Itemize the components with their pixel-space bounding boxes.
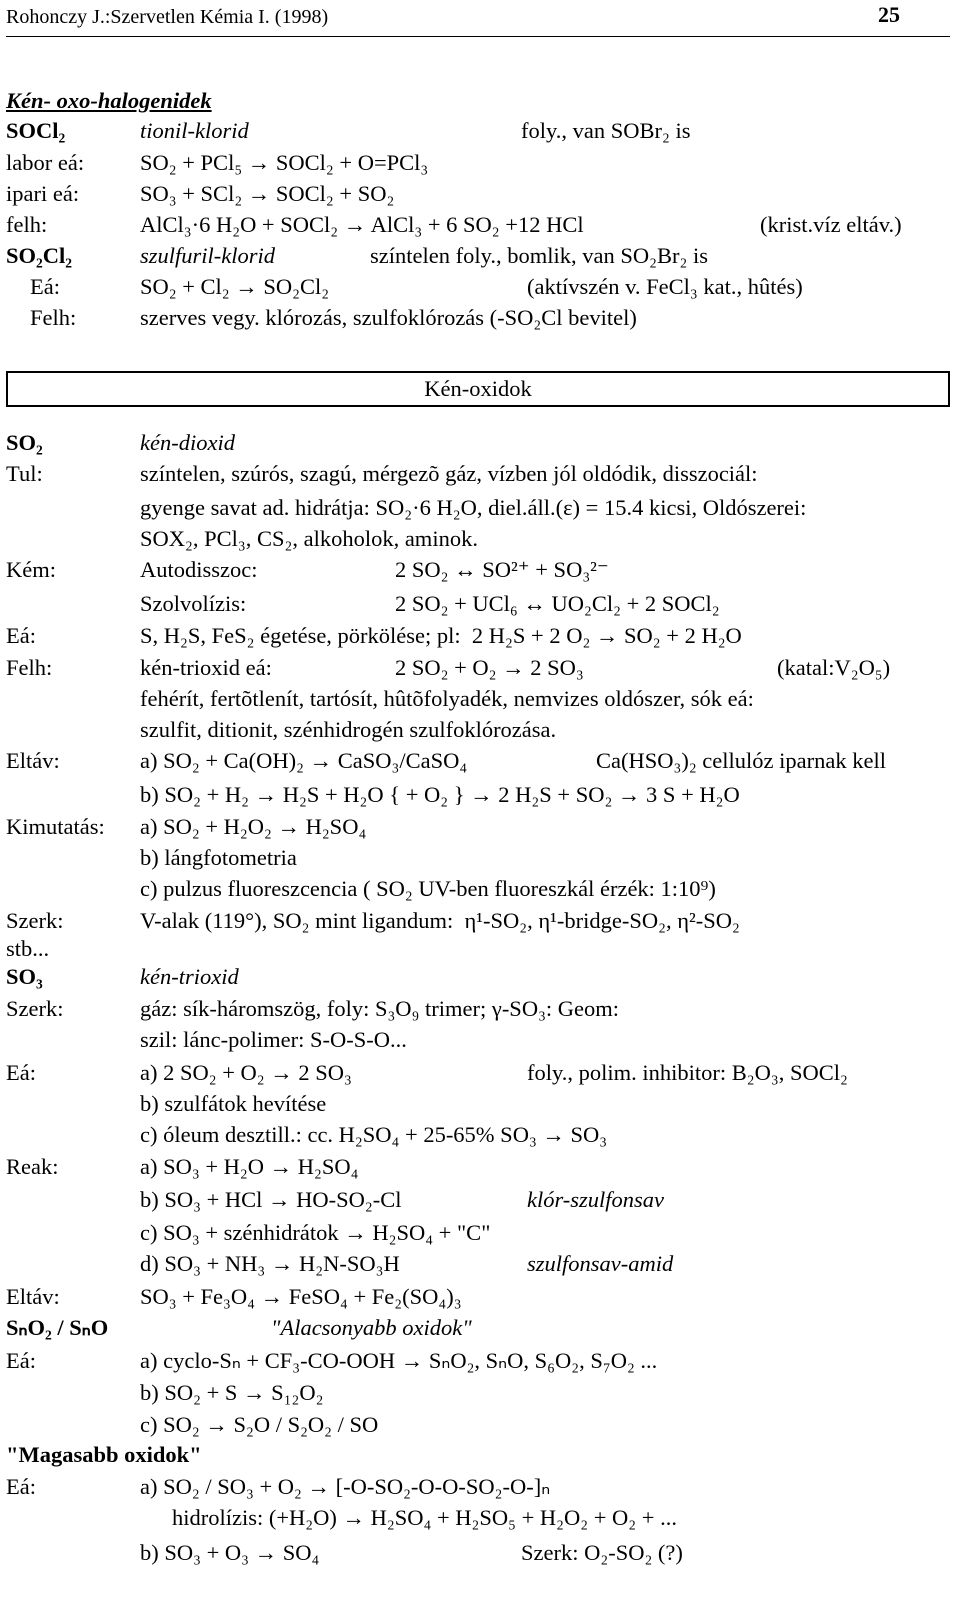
text-line: (aktívszén v. FeCl₃ kat., hûtés) (527, 274, 803, 299)
text-line: Ca(HSO₃)₂ cellulóz iparnak kell (596, 748, 886, 773)
text-line: kén-trioxid (140, 964, 239, 989)
text-line: Szerk: (6, 908, 64, 933)
text-line: d) SO₃ + NH₃ → H₂N-SO₃H (140, 1251, 400, 1276)
text-line: Eá: (30, 274, 60, 299)
text-line: Felh: (30, 305, 77, 330)
text-line: gáz: sík-háromszög, foly: S₃O₉ trimer; γ-SO₃: Geom: (140, 996, 620, 1021)
text-line: kén-trioxid eá: (140, 655, 272, 680)
text-line: szulfonsav-amid (527, 1251, 674, 1276)
text-line: Kém: (6, 557, 56, 582)
text-line: SO₂ + PCl₅ → SOCl₂ + O=PCl₃ (140, 150, 429, 175)
text-line: SOCl₂ (6, 118, 66, 143)
text-line: c) óleum desztill.: cc. H₂SO₄ + 25-65% SO₃ → SO₃ (140, 1122, 608, 1147)
text-line: SO₃ + SCl₂ → SOCl₂ + SO₂ (140, 181, 395, 206)
text-line: Eá: (6, 1348, 36, 1373)
text-line: szil: lánc-polimer: S-O-S-O... (140, 1027, 407, 1052)
text-line: SO₂Cl₂ (6, 243, 73, 268)
text-line: SO₂ + Cl₂ → SO₂Cl₂ (140, 274, 330, 299)
text-line: (krist.víz eltáv.) (760, 212, 902, 237)
text-line: 2 SO₂ ↔ SO²⁺ + SO₃²⁻ (395, 557, 609, 582)
text-line: felh: (6, 212, 48, 237)
text-line: Eá: (6, 1474, 36, 1499)
text-line: Autodisszoc: (140, 557, 258, 582)
text-line: Szerk: O₂-SO₂ (?) (521, 1540, 683, 1565)
text-line: foly., polim. inhibitor: B₂O₃, SOCl₂ (527, 1060, 848, 1085)
text-line: labor eá: (6, 150, 85, 175)
text-line: a) SO₂ + Ca(OH)₂ → CaSO₃/CaSO₄ (140, 748, 468, 773)
text-line: a) SO₂ / SO₃ + O₂ → [-O-SO₂-O-O-SO₂-O-]ₙ (140, 1474, 551, 1499)
text-line: "Magasabb oxidok" (6, 1442, 202, 1467)
text-line: szerves vegy. klórozás, szulfoklórozás (-SO₂Cl bevitel) (140, 305, 637, 330)
text-line: színtelen foly., bomlik, van SO₂Br₂ is (370, 243, 708, 268)
text-line: a) SO₃ + H₂O → H₂SO₄ (140, 1154, 359, 1179)
text-line: b) SO₂ + H₂ → H₂S + H₂O { + O₂ } → 2 H₂S + SO₂ → 3 S + H₂O (140, 782, 740, 807)
text-line: c) SO₂ → S₂O / S₂O₂ / SO (140, 1412, 379, 1437)
text-line: foly., van SOBr₂ is (521, 118, 691, 143)
text-line: klór-szulfonsav (527, 1187, 665, 1212)
text-line: c) pulzus fluoreszcencia ( SO₂ UV-ben fluoreszkál érzék: 1:10⁹) (140, 876, 716, 901)
text-line: SₙO₂ / SₙO (6, 1315, 109, 1340)
text-line: ipari eá: (6, 181, 80, 206)
running-header: Rohonczy J.:Szervetlen Kémia I. (1998) (6, 6, 329, 28)
text-line: szulfuril-klorid (140, 243, 276, 268)
section-title: Kén-oxidok (424, 376, 532, 401)
text-line: Eá: (6, 623, 36, 648)
text-line: fehérít, fertõtlenít, tartósít, hûtõfolyadék, nemvizes oldószer, sók eá: (140, 686, 754, 711)
text-line: SO₃ + Fe₃O₄ → FeSO₄ + Fe₂(SO₄)₃ (140, 1284, 462, 1309)
text-line: c) SO₃ + szénhidrátok → H₂SO₄ + "C" (140, 1220, 491, 1245)
text-line: SOX₂, PCl₃, CS₂, alkoholok, aminok. (140, 526, 478, 551)
header-rule (6, 36, 950, 37)
text-line: színtelen, szúrós, szagú, mérgezõ gáz, vízben jól oldódik, disszociál: (140, 461, 758, 486)
text-line: stb... (6, 936, 50, 961)
text-line: 2 SO₂ + UCl₆ ↔ UO₂Cl₂ + 2 SOCl₂ (395, 591, 720, 616)
text-line: Kimutatás: (6, 814, 105, 839)
text-line: Eltáv: (6, 1284, 60, 1309)
text-line: tionil-klorid (140, 118, 249, 143)
text-line: AlCl₃·6 H₂O + SOCl₂ → AlCl₃ + 6 SO₂ +12 HCl (140, 212, 584, 237)
text-line: Felh: (6, 655, 53, 680)
text-line: hidrolízis: (+H₂O) → H₂SO₄ + H₂SO₅ + H₂O₂ + O₂ + ... (172, 1505, 677, 1530)
text-line: b) lángfotometria (140, 845, 297, 870)
text-line: S, H₂S, FeS₂ égetése, pörkölése; pl: 2 H₂S + 2 O₂ → SO₂ + 2 H₂O (140, 623, 742, 648)
text-line: Eá: (6, 1060, 36, 1085)
page-number: 25 (878, 2, 900, 27)
text-line: Eltáv: (6, 748, 60, 773)
text-line: (katal:V₂O₅) (777, 655, 891, 680)
text-line: Tul: (6, 461, 43, 486)
text-line: "Alacsonyabb oxidok" (271, 1315, 472, 1340)
text-line: kén-dioxid (140, 430, 235, 455)
text-line: SO₂ (6, 430, 43, 455)
text-line: b) SO₃ + O₃ → SO₄ (140, 1540, 320, 1565)
text-line: b) SO₃ + HCl → HO-SO₂-Cl (140, 1187, 402, 1212)
text-line: gyenge savat ad. hidrátja: SO₂·6 H₂O, diel.áll.(ε) = 15.4 kicsi, Oldószerei: (140, 495, 807, 520)
text-line: SO₃ (6, 964, 43, 989)
text-line: a) 2 SO₂ + O₂ → 2 SO₃ (140, 1060, 352, 1085)
text-line: V-alak (119°), SO₂ mint ligandum: η¹-SO₂, η¹-bridge-SO₂, η²-SO₂ (140, 908, 740, 933)
text-line: b) SO₂ + S → S₁₂O₂ (140, 1380, 324, 1405)
text-line: szulfit, ditionit, szénhidrogén szulfoklórozása. (140, 717, 557, 742)
text-line: b) szulfátok hevítése (140, 1091, 327, 1116)
text-line: Reak: (6, 1154, 59, 1179)
text-line: Kén- oxo-halogenidek (6, 88, 212, 113)
text-line: a) cyclo-Sₙ + CF₃-CO-OOH → SₙO₂, SₙO, S₆O₂, S₇O₂ ... (140, 1348, 658, 1373)
text-line: Szerk: (6, 996, 64, 1021)
text-line: 2 SO₂ + O₂ → 2 SO₃ (395, 655, 584, 680)
text-line: a) SO₂ + H₂O₂ → H₂SO₄ (140, 814, 367, 839)
text-line: Szolvolízis: (140, 591, 247, 616)
